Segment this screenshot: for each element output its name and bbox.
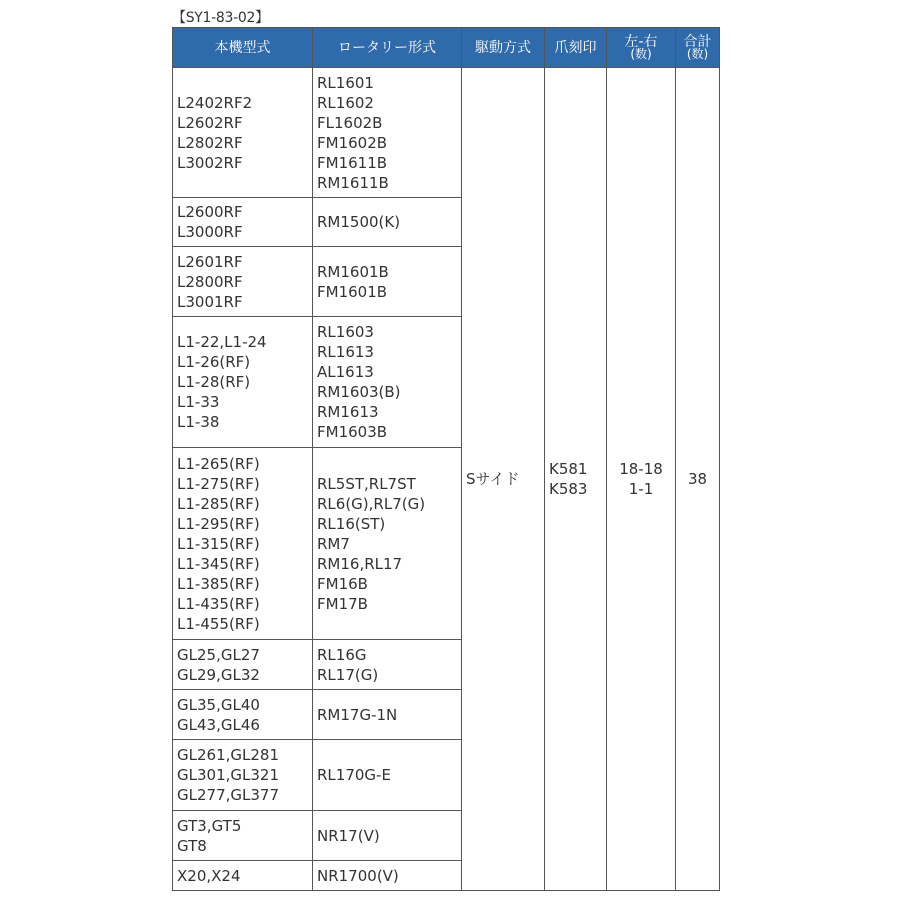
rotary-name: RM1601B xyxy=(317,262,389,281)
rotary-name: RL1613 xyxy=(317,343,374,361)
model-cell xyxy=(173,68,313,198)
rotary-name: RM17G-1N xyxy=(317,705,398,724)
model-name: L1-285(RF) xyxy=(177,494,260,513)
rotary-name: RL16G xyxy=(317,645,367,664)
rotary-name: RM16,RL17 xyxy=(317,554,403,573)
rotary-cell xyxy=(313,740,462,811)
stamp-cell xyxy=(545,68,607,891)
rotary-name: RM7 xyxy=(317,534,350,553)
rotary-name: RL16(ST) xyxy=(317,514,386,533)
rotary-name: RM1603(B) xyxy=(317,383,401,401)
drive-cell: Sサイド xyxy=(462,68,545,891)
model-name: L2402RF2 xyxy=(177,93,253,112)
rotary-cell xyxy=(313,640,462,690)
rotary-name: RM1611B xyxy=(317,173,389,192)
model-name: L3000RF xyxy=(177,223,243,241)
rotary-name: NR1700(V) xyxy=(317,866,399,885)
rotary-cell xyxy=(313,317,462,448)
left-right-count: 1-1 xyxy=(628,480,654,498)
model-name: L2800RF xyxy=(177,272,243,291)
rotary-name: RL17(G) xyxy=(317,665,379,684)
model-name: L1-345(RF) xyxy=(177,554,260,573)
model-name: GL277,GL377 xyxy=(177,786,279,804)
total-cell: 38 xyxy=(676,68,720,891)
rotary-cell xyxy=(313,690,462,740)
table-row xyxy=(173,68,720,198)
rotary-cell xyxy=(313,247,462,317)
header-left-right: 左-右 (数) xyxy=(607,28,676,68)
rotary-name: RL1601 xyxy=(317,73,374,92)
model-name: GL261,GL281 xyxy=(177,746,279,764)
model-name: L2802RF xyxy=(177,133,243,152)
rotary-name: RM1613 xyxy=(317,403,379,421)
header-rotary: ロータリー形式 xyxy=(313,28,462,68)
rotary-cell xyxy=(313,448,462,640)
model-name: L1-315(RF) xyxy=(177,534,260,553)
model-name: L1-28(RF) xyxy=(177,373,251,391)
model-name: L2600RF xyxy=(177,203,243,221)
stamp-code: K583 xyxy=(549,480,588,498)
model-name: X20,X24 xyxy=(177,866,241,885)
compatibility-table xyxy=(172,27,720,891)
rotary-name: RL5ST,RL7ST xyxy=(317,474,416,493)
model-name: L1-275(RF) xyxy=(177,474,260,493)
model-name: GL301,GL321 xyxy=(177,766,279,784)
rotary-name: RL6(G),RL7(G) xyxy=(317,494,426,513)
rotary-name: RL1603 xyxy=(317,323,374,341)
rotary-cell xyxy=(313,861,462,891)
rotary-name: RL170G-E xyxy=(317,766,391,784)
rotary-name: NR17(V) xyxy=(317,826,380,845)
model-name: L1-22,L1-24 xyxy=(177,333,267,351)
header-total: 合計 (数) xyxy=(676,28,720,68)
header-row xyxy=(173,28,720,68)
header-model: 本機型式 xyxy=(173,28,313,68)
model-cell xyxy=(173,448,313,640)
model-name: L2601RF xyxy=(177,252,243,271)
rotary-cell xyxy=(313,811,462,861)
model-cell xyxy=(173,317,313,448)
rotary-name: FM1602B xyxy=(317,133,388,152)
model-name: L1-265(RF) xyxy=(177,454,260,473)
model-cell xyxy=(173,811,313,861)
left-right-cell xyxy=(607,68,676,891)
rotary-name: AL1613 xyxy=(317,363,374,381)
model-cell xyxy=(173,247,313,317)
rotary-name: FM17B xyxy=(317,594,368,613)
model-name: L3002RF xyxy=(177,153,243,172)
rotary-name: FM1601B xyxy=(317,282,388,301)
model-name: L1-33 xyxy=(177,393,220,411)
model-name: GL35,GL40 xyxy=(177,695,260,714)
part-code: 【SY1-83-02】 xyxy=(172,10,269,26)
model-name: L1-295(RF) xyxy=(177,514,260,533)
rotary-name: FL1602B xyxy=(317,113,383,132)
rotary-name: FM16B xyxy=(317,574,368,593)
model-name: L3001RF xyxy=(177,292,243,311)
model-name: GT8 xyxy=(177,836,207,855)
model-name: L2602RF xyxy=(177,113,243,132)
model-name: L1-455(RF) xyxy=(177,614,260,633)
rotary-name: RL1602 xyxy=(317,93,374,112)
model-name: L1-26(RF) xyxy=(177,353,251,371)
stamp-code: K581 xyxy=(549,460,588,478)
model-name: GL29,GL32 xyxy=(177,665,260,684)
rotary-name: FM1611B xyxy=(317,153,388,172)
model-cell xyxy=(173,198,313,247)
model-name: L1-38 xyxy=(177,413,220,431)
header-stamp: 爪刻印 xyxy=(545,28,607,68)
rotary-cell xyxy=(313,68,462,198)
model-cell xyxy=(173,690,313,740)
model-cell xyxy=(173,740,313,811)
model-name: L1-385(RF) xyxy=(177,574,260,593)
model-name: GL25,GL27 xyxy=(177,645,260,664)
model-name: GL43,GL46 xyxy=(177,715,260,734)
header-drive: 駆動方式 xyxy=(462,28,545,68)
model-cell xyxy=(173,861,313,891)
model-name: GT3,GT5 xyxy=(177,816,242,835)
left-right-count: 18-18 xyxy=(619,460,663,478)
rotary-name: RM1500(K) xyxy=(317,213,401,231)
rotary-cell xyxy=(313,198,462,247)
model-cell xyxy=(173,640,313,690)
rotary-name: FM1603B xyxy=(317,423,388,441)
model-name: L1-435(RF) xyxy=(177,594,260,613)
